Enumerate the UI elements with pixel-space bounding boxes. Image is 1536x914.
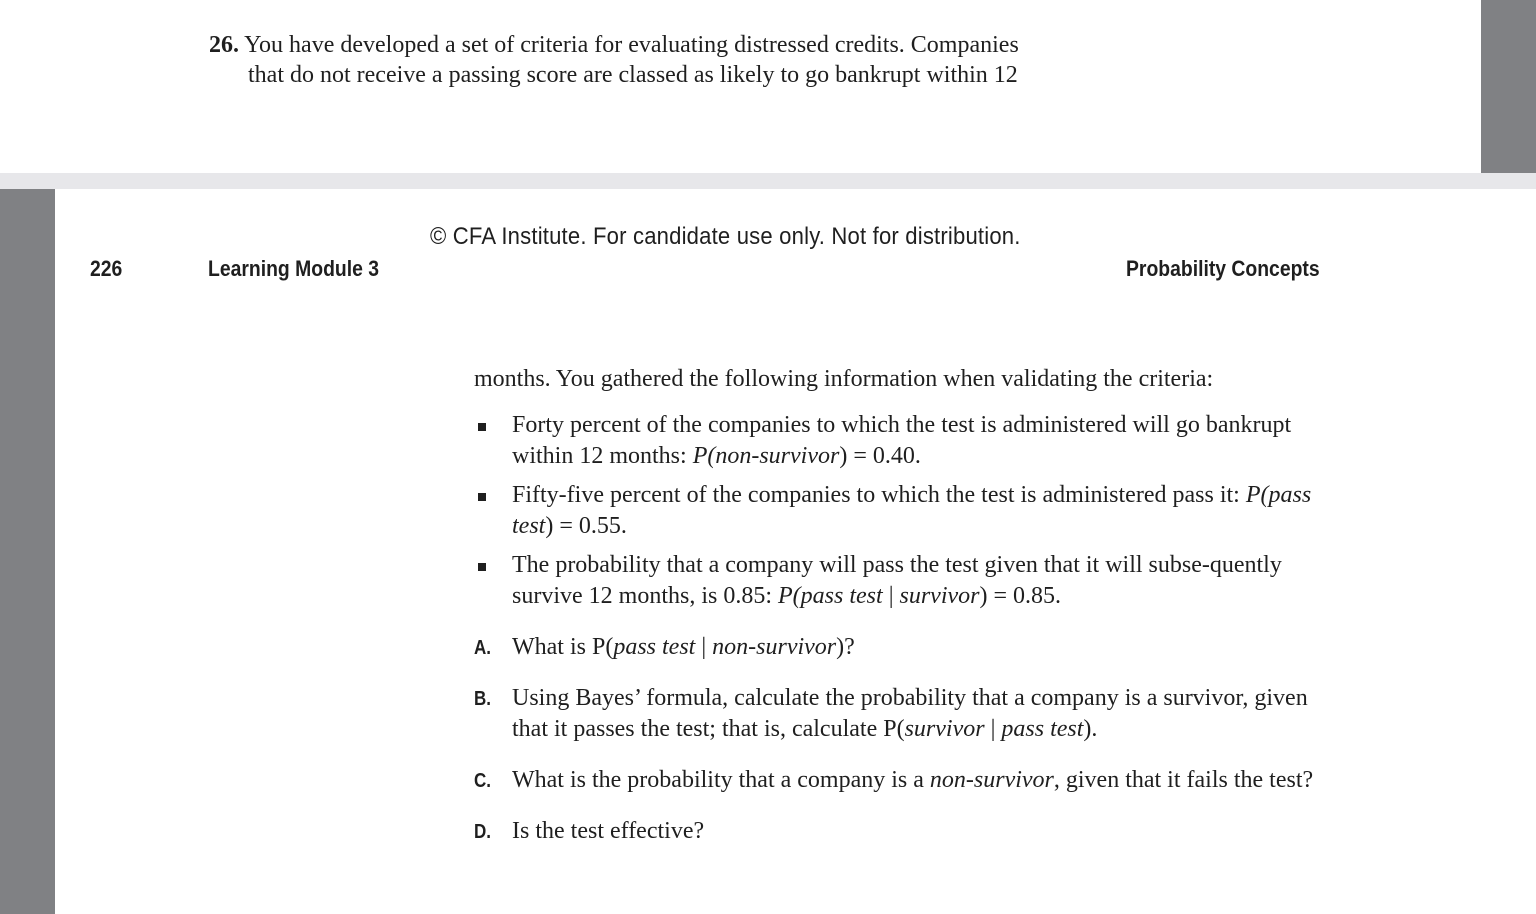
copyright-notice: © CFA Institute. For candidate use only. Not for distribution. <box>430 223 1021 250</box>
question-text: , given that it fails the test? <box>1053 767 1314 793</box>
bullet-icon <box>478 493 486 501</box>
intro-text: months. You gathered the following information when validating the criteria: <box>474 366 1214 392</box>
formula-part: ). <box>1083 716 1098 742</box>
formula-part: )? <box>836 634 855 660</box>
question-line-1: You have developed a set of criteria for evaluating distressed credits. Companies <box>244 32 1019 58</box>
question-body <box>474 364 1334 847</box>
chapter-title: Probability Concepts <box>1126 256 1320 281</box>
question-b <box>474 683 1334 745</box>
question-c <box>474 765 1334 796</box>
list-item <box>474 410 1334 472</box>
formula-variable: pass test <box>512 482 1312 539</box>
given-info-list <box>474 410 1334 612</box>
bullet-text: The probability that a company will pass the test given that it will subse-quently survive 12 months, is 0.85: <box>512 552 1282 609</box>
question-d <box>474 816 1334 847</box>
formula-variable: non-survivor <box>712 634 837 660</box>
question-text: What is P( <box>512 634 614 660</box>
formula-part: P( <box>692 443 716 469</box>
question-label: B. <box>474 688 491 710</box>
formula-variable: survivor <box>904 716 985 742</box>
bullet-icon <box>478 563 486 571</box>
formula-part: P( <box>778 583 801 609</box>
formula-part: | <box>882 583 900 609</box>
question-text: Using Bayes’ formula, calculate the probability that a company is a survivor, given that it passes the test; that is, calculate P( <box>512 685 1308 742</box>
left-margin-bar <box>0 189 55 914</box>
question-text: Is the test effective? <box>512 818 705 844</box>
page-gap <box>0 173 1536 189</box>
module-label: Learning Module 3 <box>208 256 380 281</box>
formula-part: P( <box>1245 482 1269 508</box>
formula-variable: non-survivor <box>715 443 840 469</box>
formula-variable: non-survivor <box>929 767 1054 793</box>
formula-variable: pass test <box>800 583 883 609</box>
question-label: A. <box>474 637 491 659</box>
bullet-text: Fifty-five percent of the companies to which the test is administered pass it: <box>512 482 1246 508</box>
formula-part: | <box>984 716 1002 742</box>
question-text: What is the probability that a company is a <box>512 767 930 793</box>
question-label: D. <box>474 821 491 843</box>
bullet-text: Forty percent of the companies to which the test is administered will go bankrupt within 12 months: <box>512 412 1292 469</box>
formula-variable: pass test <box>613 634 696 660</box>
list-item <box>474 550 1334 612</box>
question-26 <box>209 30 1109 90</box>
formula-variable: survivor <box>899 583 980 609</box>
question-label: C. <box>474 770 491 792</box>
formula-variable: pass test <box>1001 716 1084 742</box>
question-line-2: that do not receive a passing score are classed as likely to go bankrupt within 12 <box>248 62 1018 88</box>
right-margin-bar <box>1481 0 1536 173</box>
question-a <box>474 632 1334 663</box>
formula-part: ) = 0.55. <box>545 513 627 539</box>
question-number: 26. <box>209 32 239 58</box>
formula-part: ) = 0.85. <box>979 583 1062 609</box>
formula-part: | <box>695 634 713 660</box>
list-item <box>474 480 1334 542</box>
bullet-icon <box>478 423 486 431</box>
formula-part: ) = 0.40. <box>839 443 921 469</box>
page-number: 226 <box>90 256 123 281</box>
